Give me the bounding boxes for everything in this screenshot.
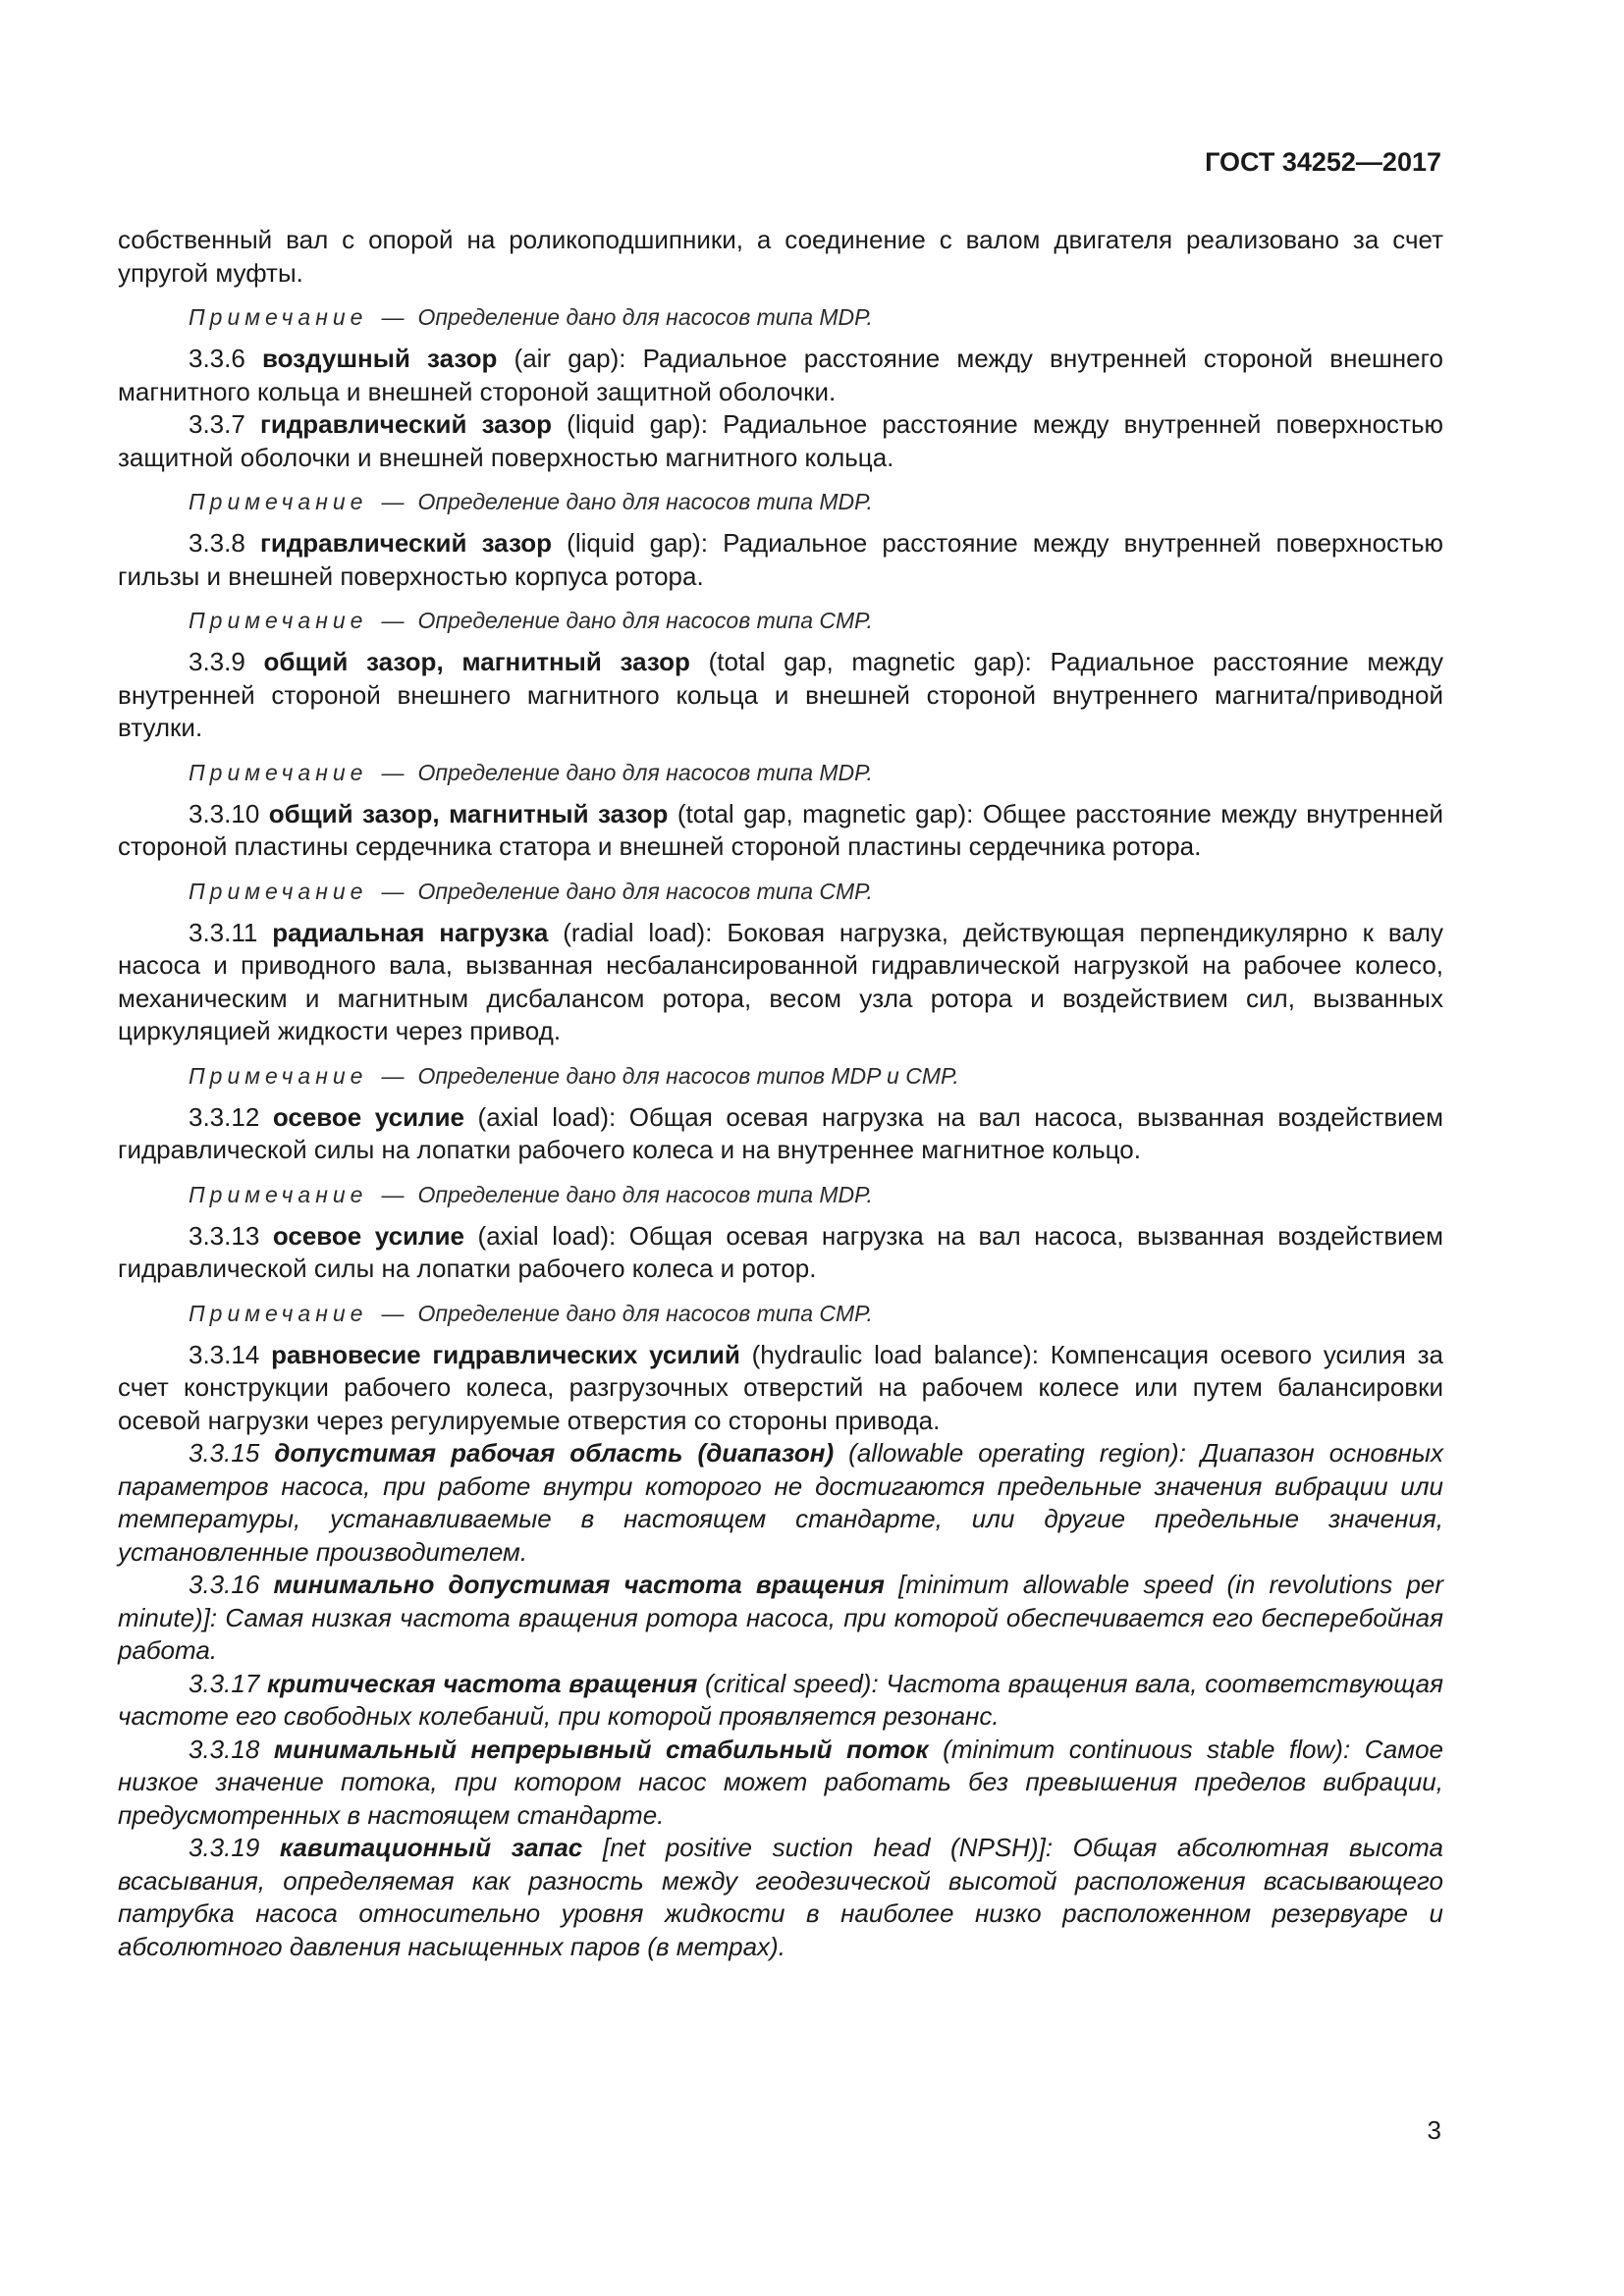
term: критическая частота вращения [266,1668,698,1698]
note-dash: — [381,1181,405,1207]
clause-number: 3.3.16 [189,1570,260,1599]
clause-number: 3.3.14 [189,1339,260,1369]
definition-paragraph [118,917,1443,1048]
note [189,302,1443,332]
term: допустимая рабочая область (диапазон) [274,1438,835,1468]
term: гидравлический зазор [259,409,552,439]
definition-text: (air gap): Радиальное расстояние между внутренней стороной внешнего магнитного кольца и внешней стороной защитной оболочки. [118,344,1443,406]
clause-number: 3.3.10 [189,798,260,828]
note-text: Определение дано для насосов типа MDP. [417,1181,873,1207]
definition-paragraph [118,408,1443,474]
definition-text: [net positive suction head (NPSH)]: Общая абсолютная высота всасывания, определяемая как разность между геодезической высотой расположения всасывающего патрубка насоса относительно уровня жидкости в наиболее низко расположенном резервуаре и абсолютного давления насыщенных паров (в метрах). [118,1833,1444,1961]
clause-number: 3.3.18 [189,1734,260,1764]
clause-number: 3.3.6 [189,344,245,373]
definition-text: [minimum allowable speed (in revolutions per minute)]: Самая низкая частота вращения ротора насоса, при которой обеспечивается его бесперебойная работа. [118,1570,1443,1665]
definition-text: (hydraulic load balance): Компенсация осевого усилия за счет конструкции рабочего колеса, разгрузочных отверстий на рабочем колесе или путем балансировки осевой нагрузки через регулируемые отверстия со стороны привода. [118,1339,1443,1435]
term: общий зазор, магнитный зазор [263,647,690,676]
note [189,487,1443,516]
note-text: Определение дано для насосов типов MDP и CMP. [417,1062,959,1089]
definition-text: (axial load): Общая осевая нагрузка на вал насоса, вызванная воздействием гидравлической силы на лопатки рабочего колеса и ротор. [118,1220,1443,1283]
clause-number: 3.3.12 [189,1101,260,1132]
note [189,877,1443,906]
note-text: Определение дано для насосов типа CMP. [417,878,873,904]
document-body [118,224,1443,1963]
body-paragraph [118,224,1443,290]
page-number: 3 [1427,2115,1441,2145]
definition-text: (total gap, magnetic gap): Радиальное расстояние между внутренней стороной внешнего магнитного кольца и внешней стороной внутреннего магнита/приводной втулки. [118,647,1444,742]
note-label: Примечание [189,878,368,904]
note-dash: — [381,1300,405,1326]
definition-paragraph [118,646,1443,745]
clause-number: 3.3.8 [189,528,245,558]
definition-text: (axial load): Общая осевая нагрузка на вал насоса, вызванная воздействием гидравлической силы на лопатки рабочего колеса и на внутреннее магнитное кольцо. [118,1101,1443,1164]
clause-number: 3.3.19 [189,1833,260,1862]
note [189,1180,1443,1209]
note-dash: — [381,878,405,904]
term: осевое усилие [272,1101,465,1132]
note [189,1061,1443,1091]
definition-paragraph [118,343,1443,408]
definition-paragraph [118,1832,1443,1963]
clause-number: 3.3.15 [189,1438,260,1468]
note-label: Примечание [189,1181,368,1207]
note-label: Примечание [189,759,368,785]
clause-number: 3.3.13 [189,1220,260,1251]
definition-text: (liquid gap): Радиальное расстояние между внутренней поверхностью гильзы и внешней поверхностью корпуса ротора. [118,528,1443,591]
clause-number: 3.3.9 [189,647,245,676]
note-dash: — [381,304,405,330]
definition-text: (total gap, magnetic gap): Общее расстояние между внутренней стороной пластины сердечника статора и внешней стороной пластины сердечника ротора. [118,798,1443,861]
note [189,758,1443,787]
term: минимально допустимая частота вращения [273,1570,885,1599]
note-label: Примечание [189,1300,368,1326]
definition-text: (radial load): Боковая нагрузка, действующая перпендикулярно к валу насоса и приводного вала, вызванная несбалансированной гидравлической нагрузкой на рабочее колесо, механическим и магнитным дисбалансом ротора, весом узла ротора и воздействием сил, вызванных циркуляцией жидкости через привод. [118,917,1443,1045]
note-dash: — [381,489,405,514]
note-label: Примечание [189,608,368,633]
definition-paragraph [118,1569,1443,1668]
term: равновесие гидравлических усилий [271,1339,740,1369]
definition-text: собственный вал с опорой на роликоподшипники, а соединение с валом двигателя реализовано за счет упругой муфты. [118,225,1443,288]
clause-number: 3.3.11 [189,917,258,947]
definition-paragraph [118,1101,1443,1167]
definition-text: (critical speed): Частота вращения вала, соответствующая частоте его свободных колебаний, при которой проявляется резонанс. [118,1668,1443,1731]
note-dash: — [381,1062,405,1089]
definition-paragraph [118,1220,1443,1286]
note-text: Определение дано для насосов типа MDP. [417,304,873,330]
definition-paragraph [118,1339,1443,1438]
note-label: Примечание [189,489,368,514]
term: радиальная нагрузка [272,917,549,947]
definition-paragraph [118,798,1443,864]
note-label: Примечание [189,304,368,330]
term: гидравлический зазор [259,528,552,558]
definition-paragraph [118,1437,1443,1569]
term: воздушный зазор [261,344,498,373]
definition-text: (allowable operating region): Диапазон основных параметров насоса, при работе внутри которого не достигаются предельные значения вибрации или температуры, устанавливаемые в настоящем стандарте, или другие предельные значения, установленные производителем. [118,1438,1443,1567]
definition-paragraph [118,1734,1443,1833]
definition-paragraph [118,527,1443,593]
term: общий зазор, магнитный зазор [268,798,669,828]
note [189,606,1443,635]
note [189,1299,1443,1328]
note-text: Определение дано для насосов типа MDP. [417,489,873,514]
definition-text: (liquid gap): Радиальное расстояние между внутренней поверхностью защитной оболочки и внешней поверхностью магнитного кольца. [118,409,1443,472]
definition-paragraph [118,1668,1443,1734]
note-label: Примечание [189,1062,368,1089]
note-text: Определение дано для насосов типа CMP. [417,608,873,633]
note-dash: — [381,608,405,633]
term: кавитационный запас [279,1833,583,1862]
term: минимальный непрерывный стабильный поток [273,1734,929,1764]
clause-number: 3.3.7 [189,409,245,439]
term: осевое усилие [272,1220,465,1251]
note-text: Определение дано для насосов типа CMP. [417,1300,873,1326]
note-text: Определение дано для насосов типа MDP. [417,759,873,785]
clause-number: 3.3.17 [189,1668,260,1698]
definition-text: (minimum continuous stable flow): Самое низкое значение потока, при котором насос может работать без превышения пределов вибрации, предусмотренных в настоящем стандарте. [118,1734,1443,1830]
standard-designation: ГОСТ 34252—2017 [1205,147,1441,177]
note-dash: — [381,759,405,785]
